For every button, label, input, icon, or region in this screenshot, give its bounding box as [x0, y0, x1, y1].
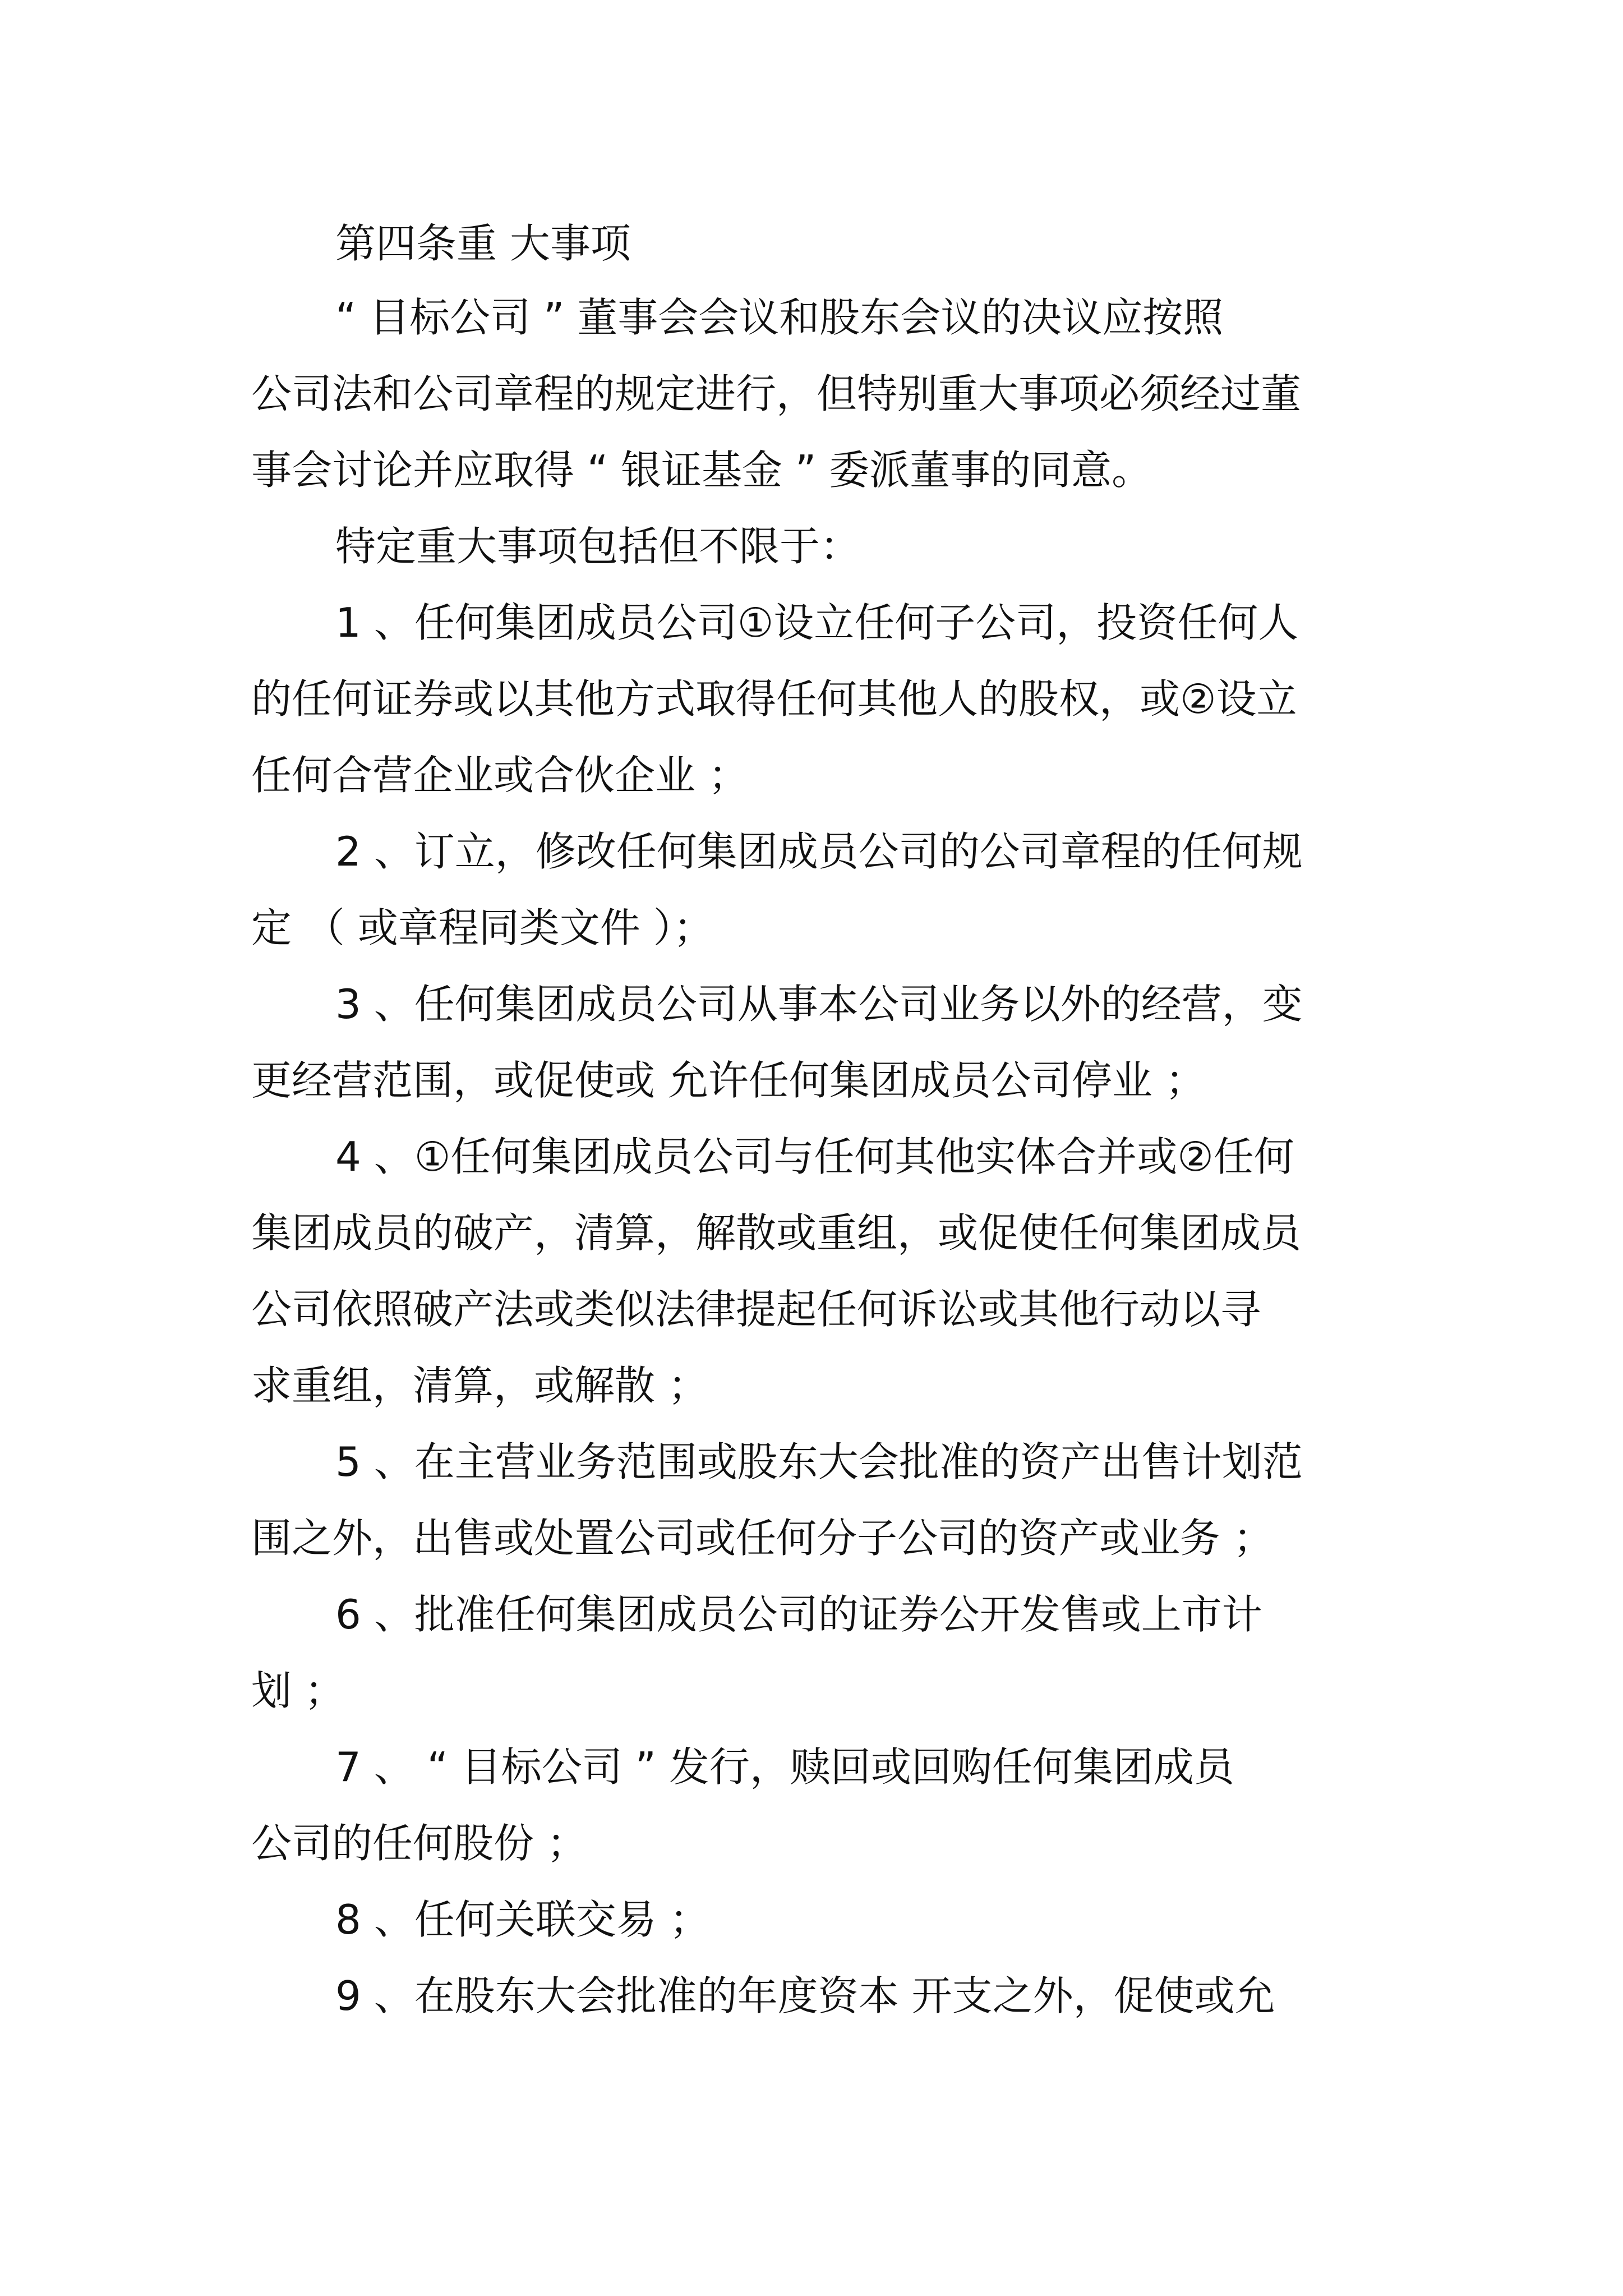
list-item-line: 9 、在股东大会批准的年度资本 开支之外，促使或允 [335, 1972, 1275, 2019]
list-item-line: 任何合营企业或合伙企业 ； [251, 752, 749, 799]
list-item-line: 4 、①任何集团成员公司与任何其他实体合并或②任何 [335, 1133, 1294, 1180]
list-item-line: 6 、批准任何集团成员公司的证券公开发售或上市计 [335, 1591, 1262, 1638]
list-item-line: 公司的任何股份 ； [251, 1820, 587, 1867]
list-item-line: 围之外，出售或处置公司或任何分子公司的资产或业务 ； [251, 1515, 1274, 1562]
list-item-line: 1 、任何集团成员公司①设立任何子公司，投资任何人 [335, 599, 1299, 646]
section-heading: 第四条重 大事项 [335, 220, 631, 267]
paragraph-line: 特定重大事项包括但不限于： [335, 523, 861, 570]
list-item-line: 更经营范围，或促使或 允许任何集团成员公司停业 ； [251, 1057, 1206, 1104]
paragraph-line: 事会讨论并应取得 “ 银证基金 ” 委派董事的同意。 [251, 447, 1152, 494]
list-item-line: 集团成员的破产，清算，解散或重组，或促使任何集团成员 [251, 1209, 1302, 1257]
list-item-line: 求重组，清算，或解散 ； [251, 1362, 708, 1409]
list-item-line: 5 、在主营业务范围或股东大会批准的资产出售计划范 [335, 1438, 1303, 1485]
list-item-line: 划 ； [251, 1667, 345, 1714]
paragraph-line: “ 目标公司 ” 董事会会议和股东会议的决议应按照 [335, 294, 1224, 341]
list-item-line: 3 、任何集团成员公司从事本公司业务以外的经营，变 [335, 981, 1303, 1028]
list-item-line: 8 、任何关联交易 ； [335, 1896, 710, 1943]
list-item-line: 7 、 “ 目标公司 ” 发行，赎回或回购任何集团成员 [335, 1743, 1234, 1791]
list-item-line: 公司依照破产法或类似法律提起任何诉讼或其他行动以寻 [251, 1286, 1261, 1333]
paragraph-line: 公司法和公司章程的规定进行，但特别重大事项必须经过董 [251, 370, 1302, 417]
list-item-line: 的任何证券或以其他方式取得任何其他人的股权，或②设立 [251, 675, 1297, 723]
list-item-line: 2 、订立，修改任何集团成员公司的公司章程的任何规 [335, 828, 1303, 875]
list-item-line: 定 （ 或章程同类文件 ）； [251, 904, 714, 951]
